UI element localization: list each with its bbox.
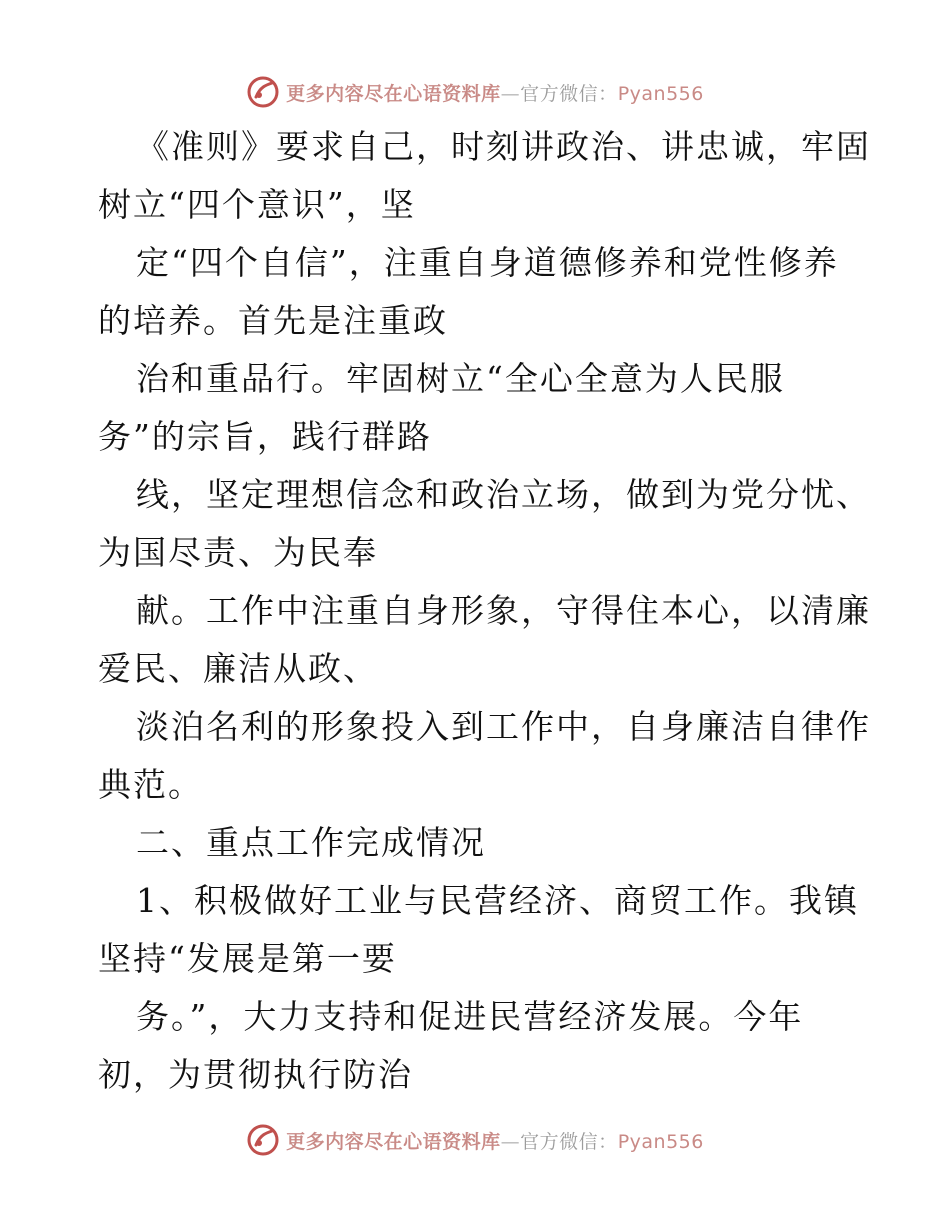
- brand-logo-icon: [246, 75, 280, 109]
- watermark-official-label: 官方微信：: [520, 1130, 618, 1153]
- paragraph-line: 的培养。首先是注重政: [98, 301, 448, 340]
- paragraph-line: 爱民、廉洁从政、: [98, 649, 378, 688]
- paragraph-line: 树立“四个意识”，坚: [98, 185, 416, 224]
- watermark-dash: —: [500, 82, 521, 105]
- paragraph-line: 1、积极做好工业与民营经济、商贸工作。我镇: [136, 881, 859, 920]
- paragraph-line: 务”的宗旨，践行群路: [98, 417, 432, 456]
- footer-watermark: [0, 1120, 950, 1160]
- paragraph-line: 二、重点工作完成情况: [136, 823, 486, 862]
- paragraph-line: 献。工作中注重自身形象，守得住本心，以清廉: [136, 591, 871, 630]
- paragraph-line: 初，为贯彻执行防治: [98, 1055, 413, 1094]
- paragraph-line: 淡泊名利的形象投入到工作中，自身廉洁自律作: [136, 707, 871, 746]
- watermark-text: [286, 1127, 704, 1154]
- watermark-brand: 更多内容尽在心语资料库: [286, 82, 501, 105]
- watermark-text: [286, 79, 704, 106]
- paragraph-line: 坚持“发展是第一要: [98, 939, 397, 978]
- paragraph-line: 定“四个自信”，注重自身道德修养和党性修养: [136, 243, 839, 282]
- paragraph-line: 《准则》要求自己，时刻讲政治、讲忠诚，牢固: [136, 127, 871, 166]
- paragraph-line: 务。”，大力支持和促进民营经济发展。今年: [136, 997, 804, 1036]
- header-watermark: [0, 72, 950, 112]
- paragraph-line: 典范。: [98, 765, 203, 804]
- watermark-official-label: 官方微信：: [520, 82, 618, 105]
- paragraph-line: 为国尽责、为民奉: [98, 533, 378, 572]
- watermark-wechat-id: Pyan556: [617, 82, 704, 105]
- watermark-brand: 更多内容尽在心语资料库: [286, 1130, 501, 1153]
- watermark-dash: —: [500, 1130, 521, 1153]
- paragraph-line: 线，坚定理想信念和政治立场，做到为党分忧、: [136, 475, 871, 514]
- paragraph-line: 治和重品行。牢固树立“全心全意为人民服: [136, 359, 785, 398]
- brand-logo-icon: [246, 1123, 280, 1157]
- document-body: [98, 118, 871, 1104]
- watermark-wechat-id: Pyan556: [617, 1130, 704, 1153]
